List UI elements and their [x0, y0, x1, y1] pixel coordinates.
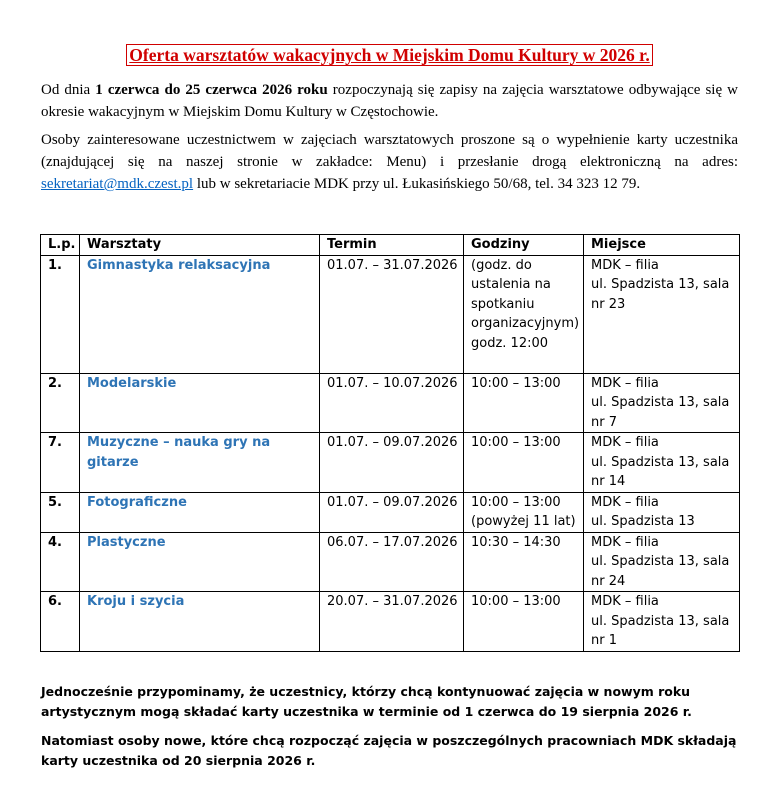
- row-place-line: ul. Spadzista 13, sala: [591, 554, 730, 569]
- contact-text-before: Osoby zainteresowane uczestnictwem w zajęciach warsztatowych proszone są o wypełnienie karty uczestnika (znajdującej się na naszej stronie w zakładce: Menu) i przesłanie drogą elektroniczną na adres:: [41, 132, 738, 170]
- row-place-line: MDK – filia: [591, 257, 659, 273]
- row-workshop-name: Muzyczne – nauka gry na gitarze: [80, 433, 320, 493]
- row-place: [584, 492, 740, 532]
- row-hours-line: (powyżej 11 lat): [471, 514, 576, 529]
- row-place-line: ul. Spadzista 13, sala: [591, 277, 730, 292]
- row-hours: [464, 373, 584, 433]
- row-place-line: ul. Spadzista 13, sala: [591, 454, 730, 470]
- note-new-participants: Natomiast osoby nowe, które chcą rozpocząć zajęcia w poszczególnych pracowniach MDK składają karty uczestnika od 20 sierpnia 2026 r.: [41, 733, 737, 768]
- row-term: 01.07. – 09.07.2026: [320, 433, 464, 493]
- header-lp: L.p.: [41, 235, 80, 256]
- intro-dates: 1 czerwca do 25 czerwca 2026 roku: [95, 82, 328, 98]
- row-place-line: nr 1: [591, 633, 617, 648]
- row-place-line: MDK – filia: [591, 594, 659, 609]
- row-place-line: ul. Spadzista 13, sala: [591, 613, 730, 629]
- row-place: [584, 532, 740, 592]
- row-hours-line: 10:00 – 13:00: [471, 375, 561, 391]
- row-place-line: MDK – filia: [591, 435, 659, 450]
- row-workshop-name: Modelarskie: [80, 373, 320, 433]
- row-workshop-name: Kroju i szycia: [80, 592, 320, 652]
- header-hours: Godziny: [464, 235, 584, 256]
- row-lp: 2.: [41, 373, 80, 433]
- intro-rest: rozpoczynają się zapisy na zajęcia warsztatowe odbywające się w okresie wakacyjnym w Miejskim Domu Kultury w Częstochowie.: [41, 82, 738, 120]
- row-hours: [464, 592, 584, 652]
- intro-lead: Od dnia: [41, 82, 96, 98]
- table-header-row: [41, 235, 740, 256]
- row-place: [584, 373, 740, 433]
- row-place: [584, 592, 740, 652]
- header-place: Miejsce: [584, 235, 740, 256]
- row-place-line: MDK – filia: [591, 534, 659, 550]
- row-hours: [464, 492, 584, 532]
- table-row: [41, 592, 740, 652]
- row-lp: 1.: [41, 255, 80, 373]
- row-place-line: nr 14: [591, 474, 626, 489]
- row-workshop-name: Gimnastyka relaksacyjna: [80, 255, 320, 373]
- row-hours: [464, 433, 584, 493]
- table-row: [41, 492, 740, 532]
- row-place-line: nr 7: [591, 414, 617, 430]
- table-row: [41, 255, 740, 373]
- note-returning-participants: Jednocześnie przypominamy, że uczestnicy, którzy chcą kontynuować zajęcia w nowym roku artystycznym mogą składać karty uczestnika w terminie od 1 czerwca do 19 sierpnia 2026 r.: [41, 684, 692, 719]
- row-lp: 5.: [41, 492, 80, 532]
- row-lp: 6.: [41, 592, 80, 652]
- row-workshop-name: Fotograficzne: [80, 492, 320, 532]
- row-term: 20.07. – 31.07.2026: [320, 592, 464, 652]
- row-place-line: nr 24: [591, 573, 626, 589]
- row-term: 06.07. – 17.07.2026: [320, 532, 464, 592]
- row-hours: [464, 255, 584, 373]
- row-hours-line: 10:30 – 14:30: [471, 534, 561, 550]
- row-hours-line: ustalenia na: [471, 277, 551, 292]
- row-hours-line: 10:00 – 13:00: [471, 435, 561, 450]
- row-hours-line: 10:00 – 13:00: [471, 594, 561, 609]
- row-place-line: ul. Spadzista 13, sala: [591, 395, 730, 410]
- row-place: [584, 433, 740, 493]
- table-row: [41, 433, 740, 493]
- row-hours: [464, 532, 584, 592]
- row-hours-line: godz. 12:00: [471, 335, 549, 351]
- table-row: [41, 373, 740, 433]
- row-lp: 7.: [41, 433, 80, 493]
- document-title-wrap: [0, 43, 779, 67]
- row-hours-line: organizacyjnym): [471, 316, 580, 331]
- row-place-line: ul. Spadzista 13: [591, 514, 695, 529]
- workshops-table: [40, 234, 740, 652]
- contact-text-after: lub w sekretariacie MDK przy ul. Łukasińskiego 50/68, tel. 34 323 12 79.: [193, 176, 641, 192]
- document-title: Oferta warsztatów wakacyjnych w Miejskim Domu Kultury w 2026 r.: [126, 44, 652, 66]
- row-workshop-name: Plastyczne: [80, 532, 320, 592]
- row-place-line: nr 23: [591, 296, 626, 312]
- row-place: [584, 255, 740, 373]
- header-term: Termin: [320, 235, 464, 256]
- row-hours-line: spotkaniu: [471, 296, 535, 312]
- row-term: 01.07. – 31.07.2026: [320, 255, 464, 373]
- row-term: 01.07. – 10.07.2026: [320, 373, 464, 433]
- row-hours-line: 10:00 – 13:00: [471, 494, 561, 510]
- contact-paragraph: [41, 129, 738, 195]
- email-link[interactable]: sekretariat@mdk.czest.pl: [41, 176, 194, 192]
- header-workshop: Warsztaty: [80, 235, 320, 256]
- row-place-line: MDK – filia: [591, 494, 659, 510]
- row-place-line: MDK – filia: [591, 375, 659, 391]
- row-lp: 4.: [41, 532, 80, 592]
- row-term: 01.07. – 09.07.2026: [320, 492, 464, 532]
- table-row: [41, 532, 740, 592]
- intro-paragraph: [41, 79, 738, 123]
- row-hours-line: (godz. do: [471, 257, 532, 273]
